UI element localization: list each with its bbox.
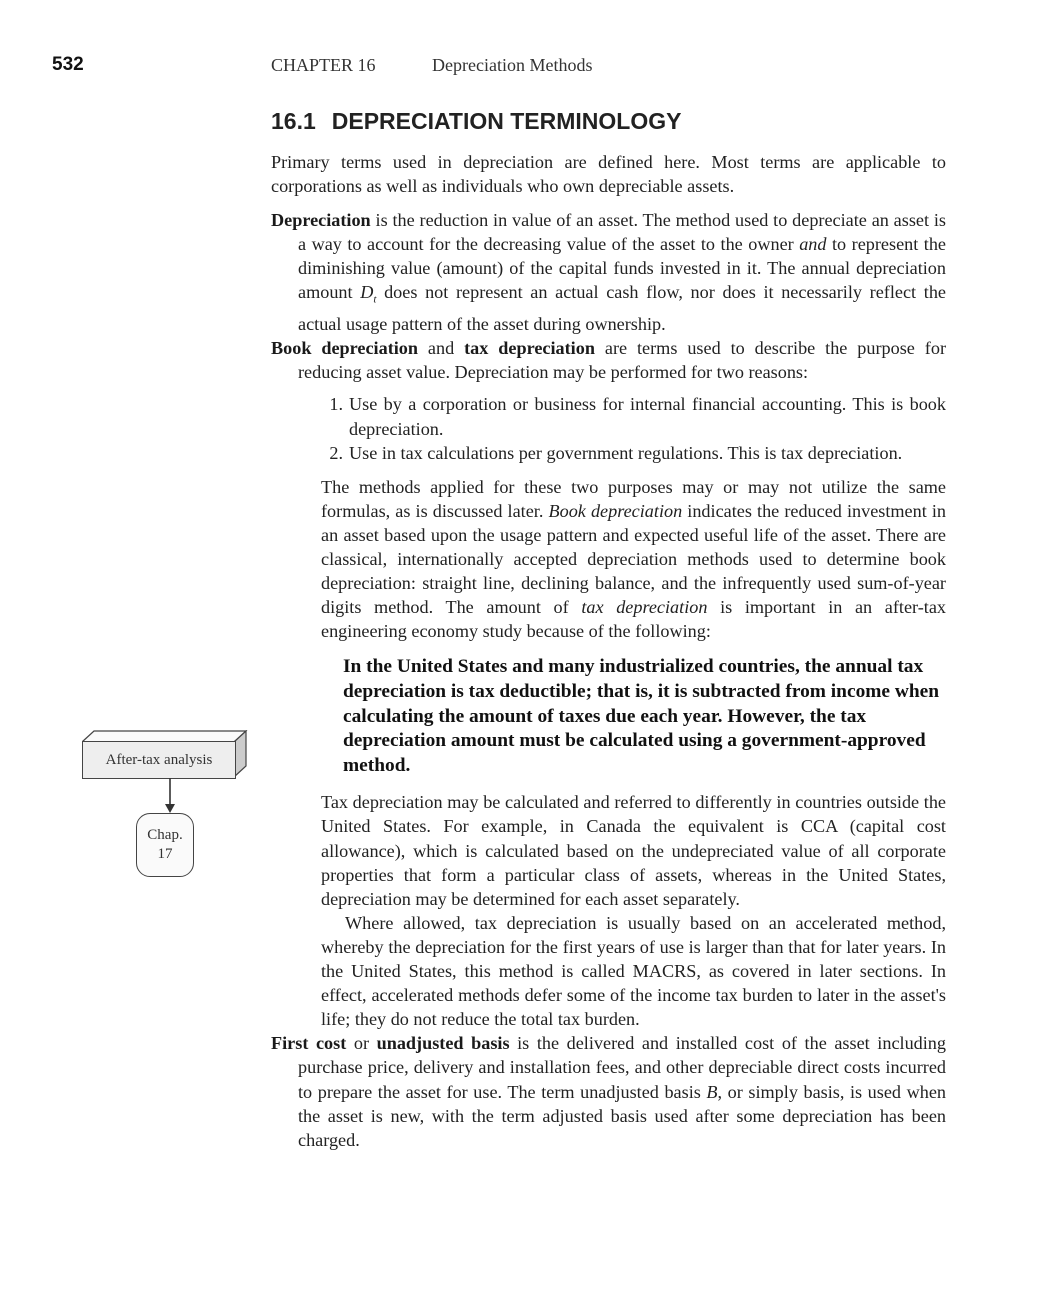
depreciation-definition: Depreciation is the reduction in value of an asset. The method used to depreciate an asset is a way to account for the decreasing value of the asset to the owner and to represent the diminishing value (amount) of the capital funds invested in it. The annual depreciation amount $D_t$ does not represent an actual cash flow, nor does it necessarily reflect the actual usage pattern of the asset during ownership. bbox=[271, 210, 947, 335]
list-item: 2. Use in tax calculations per government regulations. This is tax depreciation. bbox=[329, 442, 903, 463]
chapter-title: Depreciation Methods bbox=[432, 55, 593, 75]
body-text bbox=[271, 150, 946, 1152]
list-item: 1. Use by a corporation or business for internal financial accounting. This is book depreciation. bbox=[329, 394, 946, 439]
book-tax-definition: Book depreciation and tax depreciation are terms used to describe the purpose for reducing asset value. Depreciation may be performed for two reasons: bbox=[271, 338, 947, 383]
symbol-d: D bbox=[360, 282, 374, 303]
section-number: 16.1 bbox=[271, 108, 316, 134]
term-book-depreciation: Book depreciation bbox=[271, 338, 419, 359]
down-arrow-icon bbox=[164, 778, 176, 814]
term-tax-depreciation: tax depreciation bbox=[464, 338, 595, 359]
term-unadjusted-basis: unadjusted basis bbox=[376, 1033, 510, 1054]
callout-statement: In the United States and many industrialized countries, the annual tax depreciation is tax deductible; that is, it is subtracted from income when calculating the amount of taxes due each year. However, the tax depreciation amount must be calculated using a government-approved method. bbox=[343, 656, 940, 776]
after-tax-analysis-box: After-tax analysis bbox=[82, 741, 236, 779]
chapter-ref-badge: Chap. 17 bbox=[136, 813, 194, 877]
term-depreciation: Depreciation bbox=[271, 210, 371, 231]
methods-block bbox=[271, 475, 946, 644]
tax-paragraph-1: Tax depreciation may be calculated and referred to differently in countries outside the United States. For example, in Canada the equivalent is CCA (capital cost allowance), which is calculated based on the undepreciated value of all corporate properties that form a particular class of assets, whereas in the United States, depreciation may be determined for each asset separately. bbox=[321, 792, 946, 909]
tax-block bbox=[271, 790, 946, 1031]
page-number: 532 bbox=[52, 54, 84, 75]
first-cost-definition: First cost or unadjusted basis is the delivered and installed cost of the asset including purchase price, delivery and installation fees, and other depreciable direct costs incurred to prepare the asset for use. The term unadjusted basis B, or simply basis, is used when the asset is new, with the term adjusted basis used after some depreciation has been charged. bbox=[271, 1033, 946, 1150]
intro-paragraph: Primary terms used in depreciation are defined here. Most terms are applicable to corporations as well as individuals who own depreciable assets. bbox=[271, 152, 946, 197]
chapter-label: CHAPTER 16 bbox=[271, 55, 376, 75]
symbol-b: B bbox=[706, 1081, 718, 1102]
methods-paragraph: The methods applied for these two purposes may or may not utilize the same formulas, as is discussed later. Book depreciation indicates the reduced investment in an asset based upon the usage pattern and expected useful life of the asset. There are classical, internationally accepted depreciation methods used to determine book depreciation: straight line, declining balance, and the infrequently used sum-of-year digits method. The amount of tax depreciation is important in an after-tax engineering economy study because of the following: bbox=[321, 476, 947, 642]
reasons-list bbox=[321, 392, 946, 464]
tax-paragraph-2: Where allowed, tax depreciation is usually based on an accelerated method, whereby the depreciation for the first years of use is larger than that for later years. In the United States, this method is called MACRS, as covered in later sections. In effect, accelerated methods defer some of the income tax burden to later in the asset's life; they do not reduce the total tax burden. bbox=[321, 912, 946, 1030]
term-first-cost: First cost bbox=[271, 1033, 347, 1054]
box-3d-side bbox=[234, 730, 248, 780]
section-heading bbox=[271, 108, 681, 135]
section-title-text: DEPRECIATION TERMINOLOGY bbox=[331, 108, 682, 134]
